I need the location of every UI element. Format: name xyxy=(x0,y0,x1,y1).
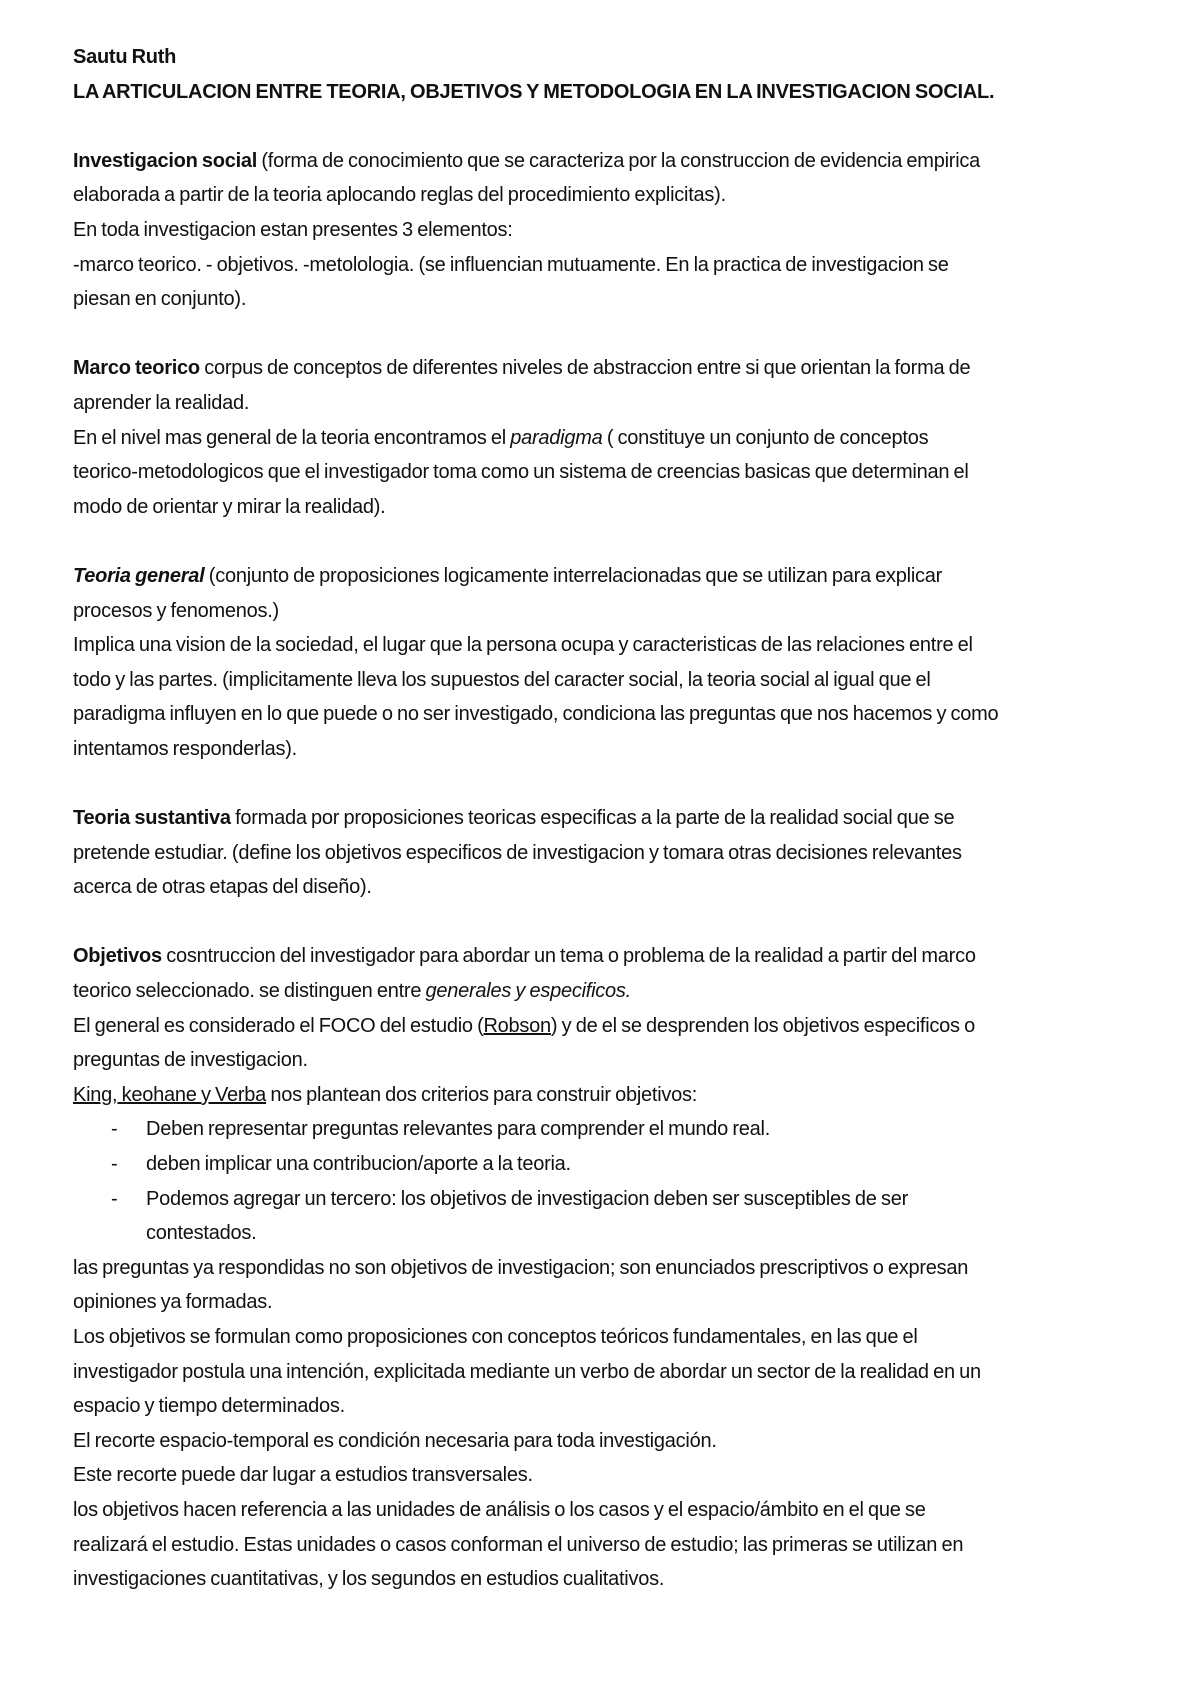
reference-robson: Robson xyxy=(483,1014,551,1037)
term-teoria-sustantiva: Teoria sustantiva xyxy=(73,807,231,830)
paragraph-marco-teorico: Marco teorico corpus de conceptos de diferentes niveles de abstraccion entre si que orientan la forma de xyxy=(73,357,971,380)
reference-king-keohane-verba: King, keohane y Verba xyxy=(73,1083,267,1106)
list-item: - Podemos agregar un tercero: los objetivos de investigacion deben ser susceptibles de ser xyxy=(111,1187,909,1210)
author-name: Sautu Ruth xyxy=(73,46,177,68)
paragraph-teoria-general: Teoria general (conjunto de proposiciones logicamente interrelacionadas que se utilizan para explicar xyxy=(73,564,943,587)
term-marco-teorico: Marco teorico xyxy=(73,357,200,380)
paragraph-investigacion-social: Investigacion social (forma de conocimiento que se caracteriza por la construccion de evidencia empirica xyxy=(73,149,981,172)
paragraph-objetivos: Objetivos cosntruccion del investigador para abordar un tema o problema de la realidad a partir del marco xyxy=(73,945,976,968)
term-investigacion-social: Investigacion social xyxy=(73,149,258,172)
term-objetivos: Objetivos xyxy=(73,945,162,968)
document-page: Sautu Ruth LA ARTICULACION ENTRE TEORIA, OBJETIVOS Y METODOLOGIA EN LA INVESTIGACION SOCIAL. Investigacion social (forma de conocimiento que se caracteriza por la construccion de evidencia empirica elaborada a partir de la teoria aplocando reglas del procedimiento explicitas). En toda investigacion estan presentes 3 elementos: -marco teorico. - objetivos. -metolologia. (se influencian mutuamente. En la practica de investigacion se piesan en conjunto). Marco teorico corpus de conceptos de diferentes niveles de abstraccion entre si que orientan la forma de aprender la realidad. En el nivel mas general de la teoria encontramos el paradigma ( constituye un conjunto de conceptos teorico-metodologicos que el investigador toma como un sistema de creencias basicas que determinan el modo de orientar y mirar la realidad). Teoria general (conjunto de proposiciones logicamente interrelacionadas que se utilizan para explicar procesos y fenomenos.) Implica una vision de la sociedad, el lugar que la persona ocupa y caracteristicas de las relaciones entre el todo y las partes. (implicitamente lleva los supuestos del caracter social, la teoria social al igual que el paradigma influyen en lo que puede o no ser investigado, condiciona las preguntas que nos hacemos y como intentamos responderlas). Teoria sustantiva formada por proposiciones teoricas especificas a la parte de la realidad social que se pretende estudiar. (define los objetivos especificos de investigacion y tomara otras decisiones relevantes acerca de otras etapas del diseño). Objetivos cosntruccion del investigador para abordar un tema o problema de la realidad a partir del marco teorico seleccionado. se distinguen entre generales y especificos. El general es considerado el FOCO del estudio (Robson) y de el se desprenden los objetivos especificos o preguntas de investigacion. King, keohane y Verba nos plantean dos criterios para construir objetivos: - Deben representar preguntas relevantes para comprender el mundo real. - deben implicar una contribucion/aporte a la teoria. - Podemos agregar un tercero: los objetivos de investigacion deben ser susceptibles de ser contestados. las preguntas ya respondidas no son objetivos de investigacion; son enunciados prescriptivos o expresan opiniones ya formadas. Los objetivos se formulan como proposiciones con conceptos teóricos fundamentales, en las que el investigador postula una intención, explicitada mediante un verbo de abordar un sector de la realidad en un espacio y tiempo determinados. El recorte espacio-temporal es condición necesaria para toda investigación. Este recorte puede dar lugar a estudios transversales. los objetivos hacen referencia a las unidades de análisis o los casos y el espacio/ámbito en el que se realizará el estudio. Estas unidades o casos conforman el universo de estudio; las primeras se utilizan en investigaciones cuantitativas, y los segundos en estudios cualitativos. xyxy=(73,40,1143,1597)
document-title: LA ARTICULACION ENTRE TEORIA, OBJETIVOS Y METODOLOGIA EN LA INVESTIGACION SOCIAL. xyxy=(73,80,995,103)
term-teoria-general: Teoria general xyxy=(73,564,205,587)
list-item: - deben implicar una contribucion/aporte a la teoria. xyxy=(111,1153,571,1175)
list-item: - Deben representar preguntas relevantes para comprender el mundo real. xyxy=(111,1118,771,1141)
paragraph-teoria-sustantiva: Teoria sustantiva formada por proposiciones teoricas especificas a la parte de la realidad social que se xyxy=(73,807,955,830)
